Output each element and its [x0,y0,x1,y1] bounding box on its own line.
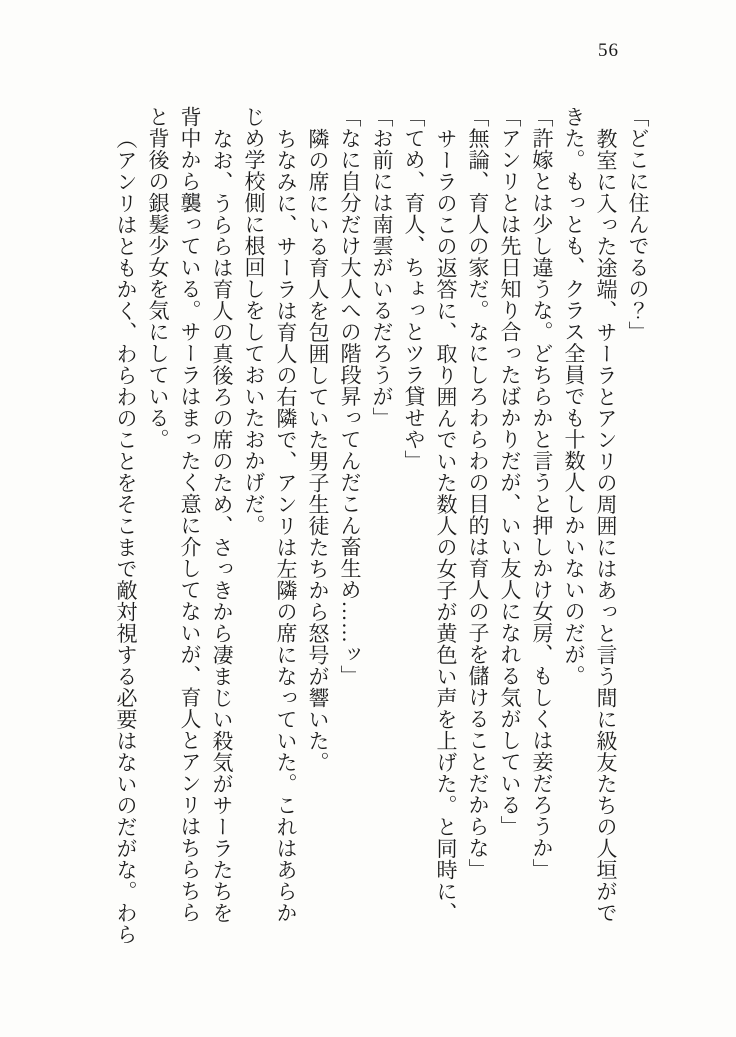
text-line: と背後の銀髪少女を気にしている。 [146,106,170,450]
text-line: 隣の席にいる育人を包囲していた男子生徒たちから怒号が響いた。 [306,128,330,773]
text-area [110,106,654,976]
page-number: 56 [598,40,619,61]
text-line: きた。もっとも、クラス全員でも十数人しかいないのだが。 [562,106,586,687]
text-line: （アンリはともかく、わらわのことをそこまで敵対視する必要はないのだがな。わら [114,128,138,945]
text-line: 「お前には南雲がいるだろうが」 [370,106,394,429]
text-line: 「無論、育人の家だ。なにしろわらわの目的は育人の子を儲けることだからな」 [466,106,490,880]
text-line: 「許嫁とは少し違うな。どちらかと言うと押しかけ女房、もしくは妾だろうか」 [530,106,554,880]
text-line: なお、うららは育人の真後ろの席のため、さっきから凄まじい殺気がサーラたちを [210,128,234,924]
text-line: 「なに自分だけ大人への階段昇ってんだこん畜生め……ッ」 [338,106,362,687]
text-line: ちなみに、サーラは育人の右隣で、アンリは左隣の席になっていた。これはあらか [274,128,298,924]
text-line: 「てめ、育人、ちょっとツラ貸せや」 [402,106,426,472]
text-line: じめ学校側に根回しをしておいたおかげだ。 [242,106,266,536]
text-line: 「アンリとは先日知り合ったばかりだが、いい友人になれる気がしている」 [498,106,522,837]
text-line: サーラのこの返答に、取り囲んでいた数人の女子が黄色い声を上げた。と同時に、 [434,128,458,924]
text-line: 背中から襲っている。サーラはまったく意に介してないが、育人とアンリはちらちら [178,106,202,923]
text-line: 教室に入った途端、サーラとアンリの周囲にはあっと言う間に級友たちの人垣がで [594,128,618,924]
text-line: 「どこに住んでるの？」 [626,106,650,343]
